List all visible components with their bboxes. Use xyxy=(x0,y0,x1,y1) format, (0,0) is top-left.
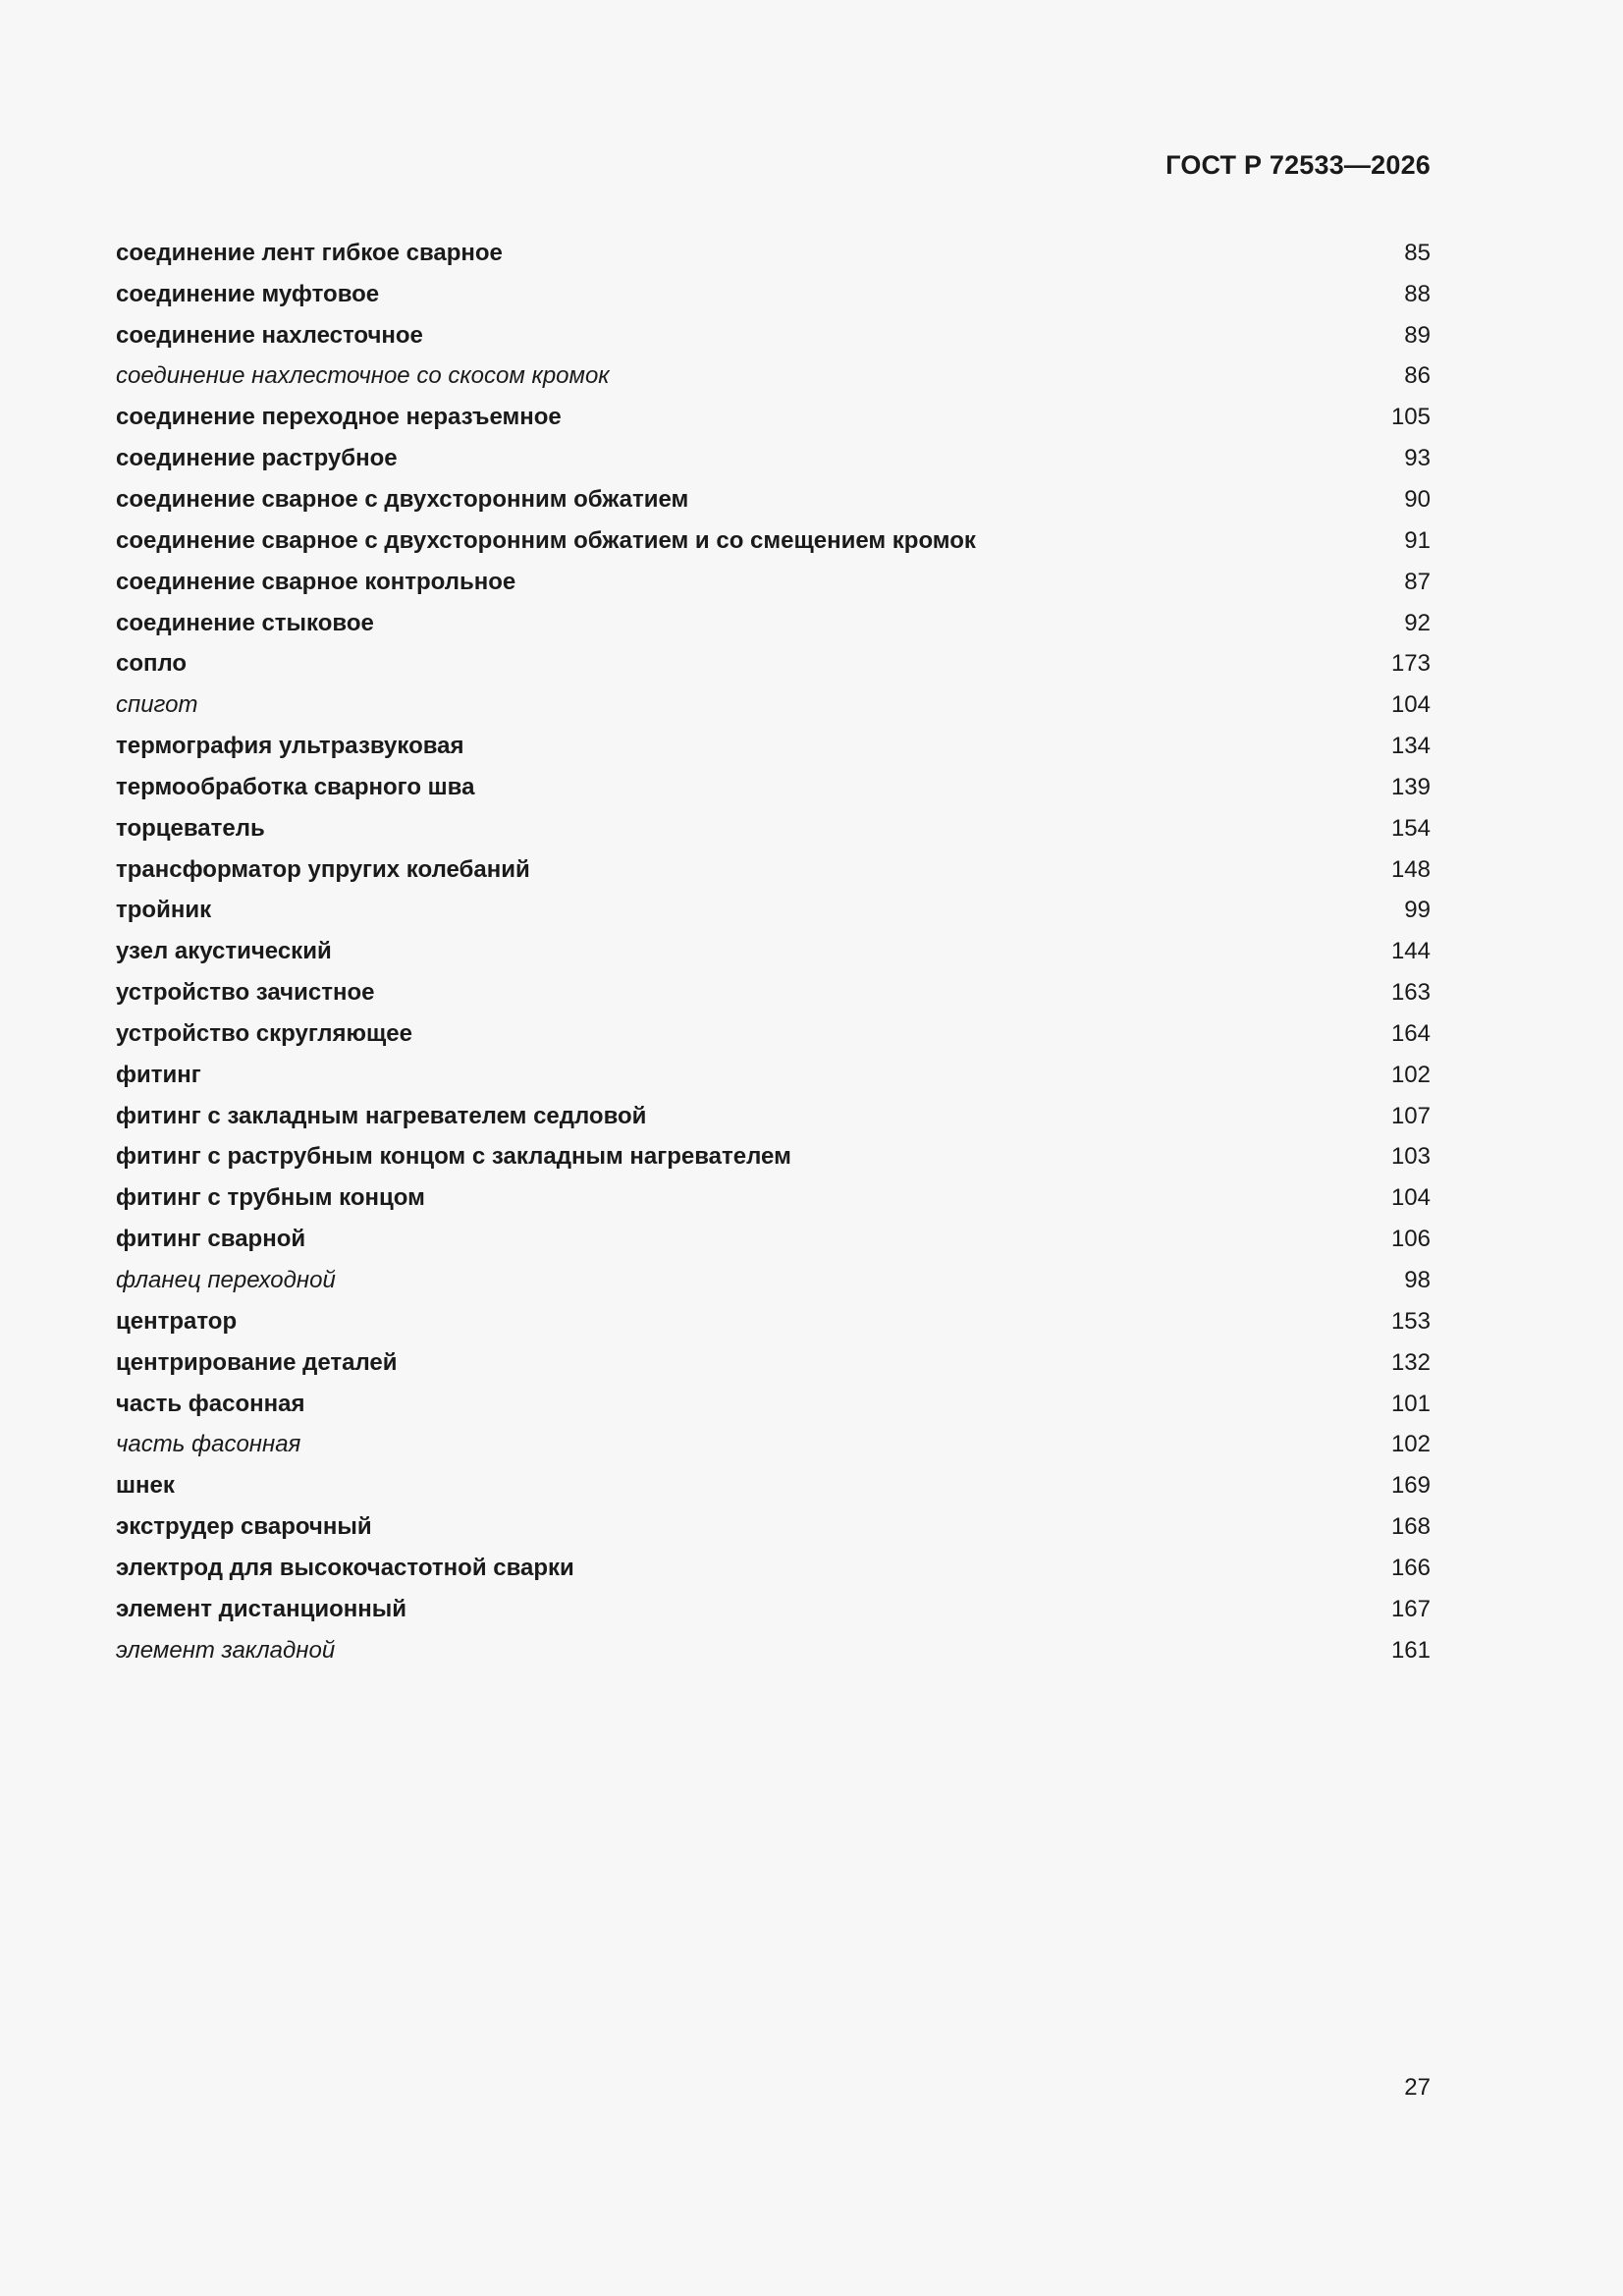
index-page-number: 132 xyxy=(1390,1348,1431,1376)
index-term: соединение переходное неразъемное xyxy=(116,404,562,431)
index-page-number: 91 xyxy=(1404,526,1431,554)
index-term: термография ультразвуковая xyxy=(116,733,464,760)
index-term: спигот xyxy=(116,691,198,719)
index-page-number: 102 xyxy=(1390,1431,1431,1458)
index-entry xyxy=(116,1424,1431,1465)
index-entry xyxy=(116,891,1431,932)
index-page-number: 106 xyxy=(1390,1226,1431,1253)
index-page-number: 163 xyxy=(1390,979,1431,1007)
index-page-number: 92 xyxy=(1404,609,1431,636)
index-term: фитинг с трубным концом xyxy=(116,1184,425,1212)
index-page-number: 102 xyxy=(1390,1061,1431,1088)
index-term: соединение сварное с двухсторонним обжатием xyxy=(116,485,689,513)
index-page-number: 103 xyxy=(1390,1143,1431,1171)
index-term: соединение лент гибкое сварное xyxy=(116,239,503,266)
index-page-number: 168 xyxy=(1390,1513,1431,1541)
index-page-number: 99 xyxy=(1404,897,1431,924)
index-page-number: 169 xyxy=(1390,1472,1431,1500)
index-entry xyxy=(116,356,1431,398)
index-entry xyxy=(116,1548,1431,1589)
index-term: фитинг сварной xyxy=(116,1226,306,1253)
index-entry xyxy=(116,684,1431,726)
index-entry xyxy=(116,1342,1431,1384)
index-page-number: 93 xyxy=(1404,445,1431,472)
index-entry xyxy=(116,1013,1431,1055)
index-term: часть фасонная xyxy=(116,1390,305,1417)
index-term: фитинг с раструбным концом с закладным нагревателем xyxy=(116,1143,791,1171)
index-page-number: 161 xyxy=(1390,1636,1431,1664)
index-entry xyxy=(116,1096,1431,1137)
index-entry xyxy=(116,1506,1431,1548)
index-page-number: 104 xyxy=(1390,691,1431,719)
index-term: устройство зачистное xyxy=(116,979,375,1007)
index-page-number: 139 xyxy=(1390,773,1431,800)
index-term: соединение стыковое xyxy=(116,609,374,636)
index-term: тройник xyxy=(116,897,212,924)
index-entry xyxy=(116,808,1431,849)
index-page-number: 144 xyxy=(1390,938,1431,965)
index-entry xyxy=(116,767,1431,808)
index-term: центрирование деталей xyxy=(116,1348,398,1376)
index-term: сопло xyxy=(116,650,188,678)
index-entry xyxy=(116,1630,1431,1671)
index-entry xyxy=(116,931,1431,972)
index-page-number: 134 xyxy=(1390,733,1431,760)
index-page-number: 154 xyxy=(1390,814,1431,842)
index-entry xyxy=(116,1177,1431,1219)
index-term: элемент дистанционный xyxy=(116,1595,406,1622)
page-number: 27 xyxy=(1404,2074,1431,2101)
index-entry xyxy=(116,479,1431,520)
index-entry xyxy=(116,1219,1431,1260)
index-term: экструдер сварочный xyxy=(116,1513,372,1541)
index-entry xyxy=(116,603,1431,644)
index-entry xyxy=(116,520,1431,562)
index-page-number: 173 xyxy=(1390,650,1431,678)
index-term: электрод для высокочастотной сварки xyxy=(116,1554,574,1581)
index-entry xyxy=(116,1384,1431,1425)
index-page-number: 166 xyxy=(1390,1554,1431,1581)
index-entry xyxy=(116,397,1431,438)
index-entry xyxy=(116,562,1431,603)
index-entry xyxy=(116,315,1431,356)
index-page-number: 90 xyxy=(1404,485,1431,513)
index-entry xyxy=(116,1465,1431,1506)
index-term: фитинг с закладным нагревателем седловой xyxy=(116,1102,647,1129)
alphabetical-index-list xyxy=(116,233,1431,1671)
index-term: элемент закладной xyxy=(116,1636,336,1664)
index-term: часть фасонная xyxy=(116,1431,301,1458)
document-code-header: ГОСТ Р 72533—2026 xyxy=(1165,150,1431,180)
index-page-number: 107 xyxy=(1390,1102,1431,1129)
index-entry xyxy=(116,1055,1431,1096)
index-page-number: 101 xyxy=(1390,1390,1431,1417)
index-page-number: 89 xyxy=(1404,321,1431,349)
index-page-number: 104 xyxy=(1390,1184,1431,1212)
index-term: узел акустический xyxy=(116,938,332,965)
index-entry xyxy=(116,1137,1431,1178)
index-term: фланец переходной xyxy=(116,1267,336,1294)
index-page-number: 105 xyxy=(1390,404,1431,431)
index-term: соединение нахлесточное со скосом кромок xyxy=(116,362,610,390)
index-page-number: 153 xyxy=(1390,1307,1431,1335)
index-entry xyxy=(116,1589,1431,1630)
index-term: торцеватель xyxy=(116,814,265,842)
index-term: соединение сварное контрольное xyxy=(116,568,516,595)
index-page-number: 164 xyxy=(1390,1019,1431,1047)
index-entry xyxy=(116,972,1431,1013)
index-entry xyxy=(116,726,1431,767)
index-entry xyxy=(116,849,1431,891)
index-entry xyxy=(116,274,1431,315)
index-page-number: 98 xyxy=(1404,1267,1431,1294)
index-entry xyxy=(116,233,1431,274)
index-term: фитинг xyxy=(116,1061,201,1088)
index-page-number: 88 xyxy=(1404,280,1431,307)
index-term: центратор xyxy=(116,1307,238,1335)
index-term: соединение муфтовое xyxy=(116,280,380,307)
index-term: шнек xyxy=(116,1472,175,1500)
index-entry xyxy=(116,438,1431,479)
index-term: устройство скругляющее xyxy=(116,1019,412,1047)
index-page-number: 148 xyxy=(1390,855,1431,883)
index-page-number: 167 xyxy=(1390,1595,1431,1622)
index-page-number: 87 xyxy=(1404,568,1431,595)
index-term: трансформатор упругих колебаний xyxy=(116,855,530,883)
index-term: соединение раструбное xyxy=(116,445,398,472)
index-page-number: 85 xyxy=(1404,239,1431,266)
index-term: соединение сварное с двухсторонним обжатием и со смещением кромок xyxy=(116,526,976,554)
index-entry xyxy=(116,1301,1431,1342)
index-entry xyxy=(116,643,1431,684)
index-entry xyxy=(116,1260,1431,1301)
index-page-number: 86 xyxy=(1404,362,1431,390)
index-term: термообработка сварного шва xyxy=(116,773,475,800)
index-term: соединение нахлесточное xyxy=(116,321,423,349)
